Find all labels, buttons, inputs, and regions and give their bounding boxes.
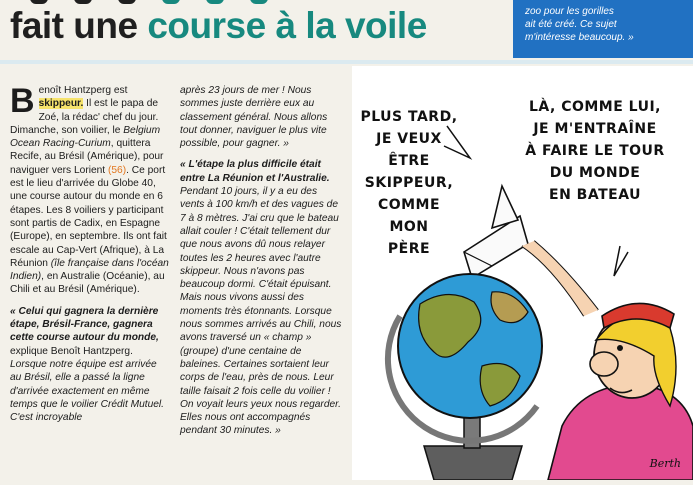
boat-name: Belgium Ocean Racing-Curium: [10, 124, 161, 150]
article-column-1: [10, 84, 170, 432]
text: enoît Hantzperg est: [38, 85, 128, 96]
headline: [10, 4, 427, 48]
quote-continuation: après 23 jours de mer ! Nous sommes juste derrière eux au classement général. Nous allons tout donner, naviguer le plus vite possible, pour gagner. »: [180, 85, 328, 150]
bubble-line: DU MONDE: [549, 165, 641, 181]
bubble-line: SKIPPEUR,: [364, 175, 454, 191]
artist-signature: Berth: [649, 457, 681, 470]
bubble-line: ÊTRE: [388, 153, 430, 169]
quote-text: Lorsque notre équipe est arrivée au Brésil, elle a passé la ligne d'arrivée exactement en même temps que le voilier Crédit Mutuel. C'est incroyable: [10, 358, 165, 424]
aside-line: m'intéresse beaucoup. »: [525, 32, 634, 43]
header-rule: [0, 60, 693, 64]
speech-bubble-right: [502, 96, 688, 206]
globe-icon: [398, 274, 542, 418]
bubble-line: PÈRE: [387, 241, 431, 257]
highlighted-word: skippeur.: [38, 98, 84, 110]
text: . Ce port est le lieu d'arrivée du Globe 40, une course autour du monde en 6 étapes. Les 8 voiliers y participant sont partis de Cadix, en Espagne (Europe), en septembre. Ils ont fait escale au Cap-Vert (Afrique), à La Réunion: [10, 164, 167, 269]
headline-accent: course à la voile: [147, 5, 427, 46]
bubble-line: COMME: [377, 197, 441, 213]
drop-cap: B: [10, 82, 35, 120]
text: , quittera Recife, au Brésil (Amérique), pour naviguer vers Lorient: [10, 138, 164, 176]
bubble-line: JE VEUX: [376, 131, 442, 147]
text: Il est le papa de Zoé, la rédac' chef du jour. Dimanche, son voilier, le: [10, 98, 159, 136]
bubble-line: MON: [389, 219, 429, 235]
bubble-line: JE M'ENTRAÎNE: [533, 121, 657, 137]
quote-text: Pendant 10 jours, il y a eu des vents à 100 km/h et des vagues de 7 à 8 mètres. J'ai cru que le bateau allait couler ! C'était tellement dur que nous avons dû nous relayer toutes les 2 heures avec l'autre skippeur. Nous n'avons pas beaucoup dormi. C'était épuisant. Mais nous vivons aussi des moments très étonnants. Lorsque nous sommes arrivés au Chili, nous avons traversé un « champ » (groupe) d'une centaine de baleines. Certaines sortaient leur corps de l'eau, près de nous. Leur taille faisait 2 fois celle du voilier ! On voyait leurs yeux nous regarder. Elles nous ont accompagnés pendant 30 minutes. »: [180, 186, 342, 437]
speech-bubble-left: [354, 106, 464, 260]
sidebar-quote-box: [513, 0, 693, 58]
department-number: (56): [107, 164, 127, 176]
headline-dark: fait une: [10, 5, 138, 46]
text: (île française dans l'océan Indien): [10, 257, 169, 283]
quote-paragraph: [10, 305, 170, 425]
quote-lead: « L'étape la plus difficile était entre La Réunion et l'Australie.: [180, 159, 330, 184]
text: explique Benoît Hantzperg.: [10, 345, 133, 357]
cartoon-illustration: [352, 66, 693, 480]
bubble-line: PLUS TARD,: [360, 109, 458, 125]
quote-lead: « Celui qui gagnera la dernière étape, Brésil-France, gagnera cette course autour du monde,: [10, 305, 159, 344]
intro-paragraph: [10, 84, 170, 297]
aside-line: ait été créé. Ce sujet: [525, 19, 617, 30]
text: , en Australie (Océanie), au Chili et au Brésil (Amérique).: [10, 271, 165, 296]
bubble-line: EN BATEAU: [549, 187, 641, 203]
article-column-2: [180, 84, 342, 446]
quote-paragraph-2: [180, 158, 342, 437]
aside-line: zoo pour les gorilles: [525, 6, 614, 17]
bubble-line: À FAIRE LE TOUR: [525, 143, 665, 159]
bubble-line: LÀ, COMME LUI,: [528, 99, 661, 115]
